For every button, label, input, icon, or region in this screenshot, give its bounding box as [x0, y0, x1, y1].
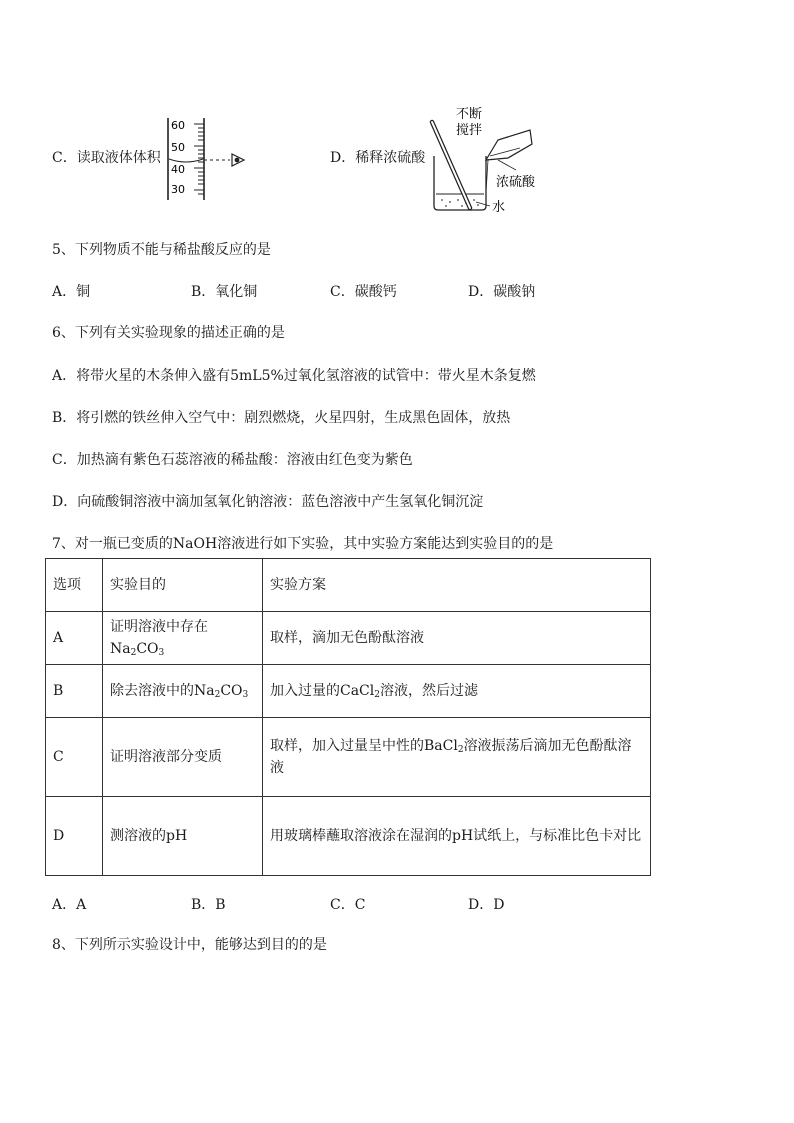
note-acid: 浓硫酸	[496, 175, 536, 190]
row-plan: 取样，加入过量呈中性的BaCl$_2$溶液振荡后滴加无色酚酞溶液	[263, 718, 651, 797]
table-header-row	[46, 559, 651, 612]
q7-option-a: A．A	[52, 897, 87, 913]
q5-option-c: C．碳酸钙	[330, 284, 397, 300]
scale-label-30: 30	[171, 183, 185, 196]
q8-stem: 8、下列所示实验设计中，能够达到目的的是	[52, 937, 327, 953]
row-plan: 取样，滴加无色酚酞溶液	[263, 612, 651, 665]
note-stir-2: 搅拌	[456, 123, 483, 138]
q4-option-d-label: D．稀释浓硫酸	[330, 150, 426, 166]
row-purpose: 除去溶液中的$Na_2CO_3$	[103, 665, 263, 718]
scale-label-40: 40	[171, 163, 185, 176]
row-option: A	[46, 612, 103, 665]
scale-label-60: 60	[171, 119, 185, 132]
q7-table	[45, 558, 651, 876]
q7-option-d: D．D	[468, 897, 505, 913]
note-stir-1: 不断	[456, 107, 483, 122]
q6-stem: 6、下列有关实验现象的描述正确的是	[52, 325, 285, 341]
row-option: B	[46, 665, 103, 718]
header-option: 选项	[46, 559, 103, 612]
q7-option-c: C．C	[330, 897, 366, 913]
row-purpose: 测溶液的pH	[103, 797, 263, 876]
table-row	[46, 665, 651, 718]
q5-stem: 5、下列物质不能与稀盐酸反应的是	[52, 242, 271, 258]
row-purpose: 证明溶液中存在$Na_2CO_3$	[103, 612, 263, 665]
row-option: D	[46, 797, 103, 876]
table-row	[46, 718, 651, 797]
note-water: 水	[492, 200, 506, 215]
q6-option-c: C．加热滴有紫色石蕊溶液的稀盐酸：溶液由红色变为紫色	[52, 452, 413, 468]
q7-stem: 7、对一瓶已变质的NaOH溶液进行如下实验，其中实验方案能达到实验目的的是	[52, 536, 554, 552]
scale-label-50: 50	[171, 141, 185, 154]
row-option: C	[46, 718, 103, 797]
row-plan: 用玻璃棒蘸取溶液涂在湿润的pH试纸上，与标准比色卡对比	[263, 797, 651, 876]
q6-option-a: A．将带火星的木条伸入盛有5mL5%过氧化氢溶液的试管中：带火星木条复燃	[52, 368, 536, 384]
row-plan: 加入过量的CaCl$_2$溶液，然后过滤	[263, 665, 651, 718]
q5-option-d: D．碳酸钠	[468, 284, 536, 300]
table-row	[46, 612, 651, 665]
q6-option-d: D．向硫酸铜溶液中滴加氢氧化钠溶液：蓝色溶液中产生氢氧化铜沉淀	[52, 494, 484, 510]
q6-option-b: B．将引燃的铁丝伸入空气中：剧烈燃烧，火星四射，生成黑色固体，放热	[52, 410, 511, 426]
dilution-figure	[420, 104, 550, 216]
graduated-cylinder-figure	[160, 116, 256, 202]
q5-option-b: B．氧化铜	[191, 284, 258, 300]
q4-option-c-label: C．读取液体体积	[52, 150, 161, 166]
header-purpose: 实验目的	[103, 559, 263, 612]
row-purpose: 证明溶液部分变质	[103, 718, 263, 797]
table-row	[46, 797, 651, 876]
q7-option-b: B．B	[191, 897, 226, 913]
header-plan: 实验方案	[263, 559, 651, 612]
q5-option-a: A．铜	[52, 284, 91, 300]
